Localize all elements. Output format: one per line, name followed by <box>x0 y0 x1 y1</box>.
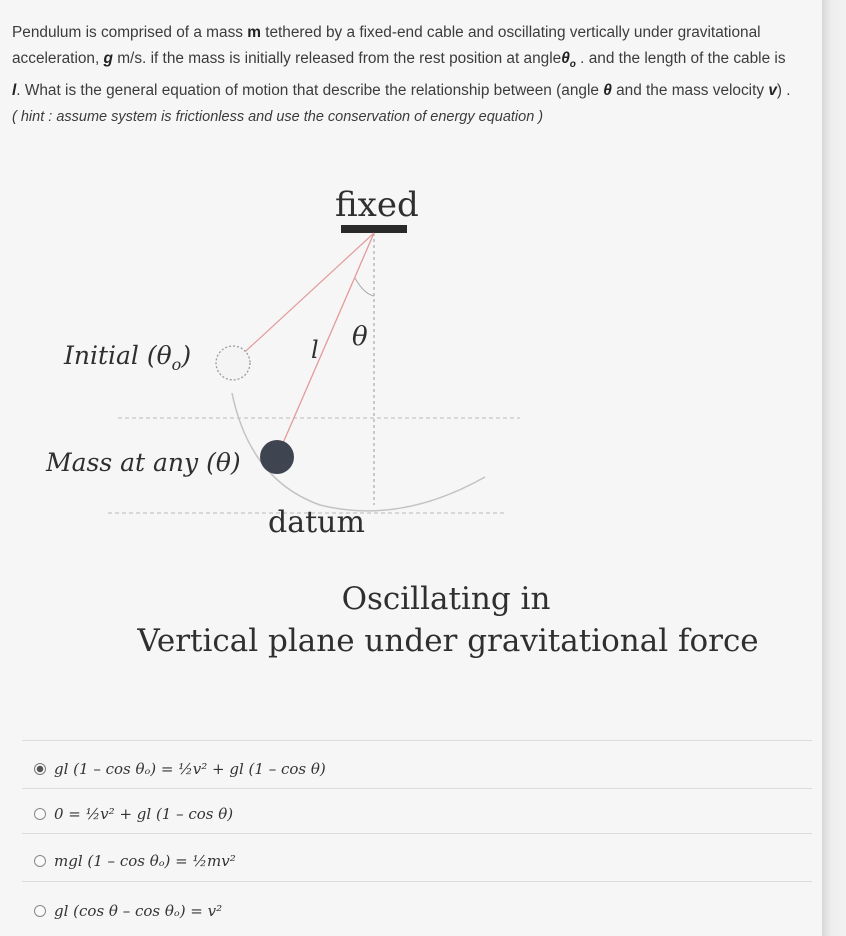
radio-icon[interactable] <box>34 808 46 820</box>
answer-option-4[interactable] <box>34 900 222 922</box>
current-mass-circle <box>260 440 294 474</box>
question-part: . and the length of the cable is <box>575 50 786 67</box>
option-separator <box>22 740 812 741</box>
question-text <box>12 20 792 130</box>
question-part: Pendulum is comprised of a mass <box>12 24 248 41</box>
question-part: tethered by a fixed-end cable and oscillating vertically under gravitational acceleration, <box>12 24 761 67</box>
fixed-support-bar <box>341 225 407 233</box>
question-part: and the mass velocity <box>611 82 769 100</box>
option-separator <box>22 833 812 834</box>
theta-label: θ <box>352 322 368 352</box>
mass-label: Mass at any (θ) <box>46 448 241 477</box>
fixed-label: fixed <box>335 185 419 225</box>
gravity-symbol: g <box>103 50 113 67</box>
option-label: 0 = ½v² + gl (1 – cos θ) <box>54 805 234 823</box>
theta0-symbol: θ <box>561 50 570 67</box>
length-symbol: l <box>12 82 17 100</box>
pendulum-diagram <box>0 180 822 670</box>
option-separator <box>22 881 812 882</box>
theta0-subscript: o <box>569 59 576 71</box>
radio-selected-icon[interactable] <box>34 763 46 775</box>
answer-option-2[interactable] <box>34 803 233 825</box>
velocity-symbol: v <box>768 82 777 100</box>
question-part: m/s. if the mass is initially released from the rest position at angle <box>112 50 562 67</box>
option-label: gl (1 – cos θₒ) = ½v² + gl (1 – cos θ) <box>54 760 326 778</box>
length-label: l <box>311 336 319 364</box>
mass-symbol: m <box>247 24 261 41</box>
hint-text: ( hint : assume system is frictionless and use the conservation of energy equation ) <box>12 109 544 126</box>
theta-arc <box>355 278 374 296</box>
initial-mass-circle <box>216 346 250 380</box>
option-label: mgl (1 – cos θₒ) = ½mv² <box>54 852 236 870</box>
option-separator <box>22 788 812 789</box>
theta-symbol: θ <box>603 82 612 100</box>
datum-label: datum <box>268 505 365 540</box>
radio-icon[interactable] <box>34 855 46 867</box>
answer-option-3[interactable] <box>34 850 236 872</box>
caption-line-1: Oscillating in <box>341 581 551 617</box>
option-label: gl (cos θ – cos θₒ) = v² <box>54 902 223 920</box>
question-part: ) . <box>776 82 791 100</box>
initial-label: Initial $(\theta_o)$ <box>64 341 192 374</box>
radio-icon[interactable] <box>34 905 46 917</box>
answer-option-1[interactable] <box>34 758 326 780</box>
page-edge <box>822 0 846 936</box>
caption-line-2: Vertical plane under gravitational force <box>137 623 759 659</box>
question-part: . What is the general equation of motion that describe the relationship between (angle <box>16 82 604 100</box>
